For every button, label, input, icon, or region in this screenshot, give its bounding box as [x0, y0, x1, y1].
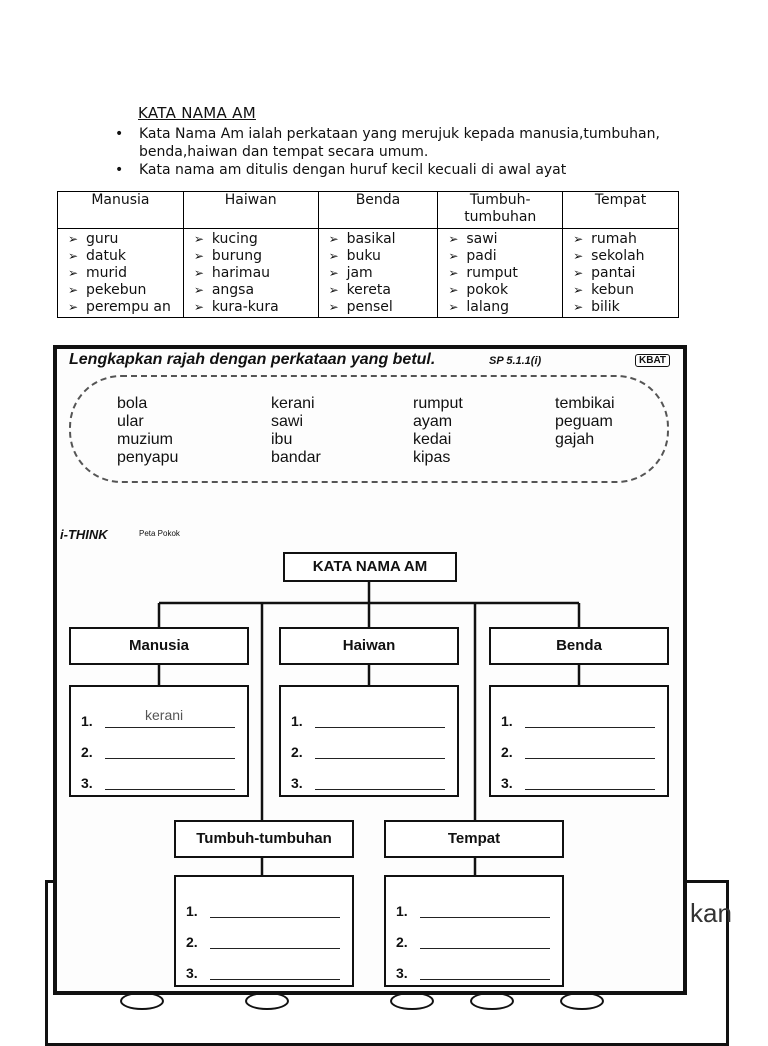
line-number: 2. — [81, 744, 93, 760]
table-list-item: ➢ bilik — [569, 299, 676, 316]
word-bank-item: kedai — [413, 431, 452, 448]
table-cell — [318, 229, 438, 318]
table-list-item: ➢ kucing — [190, 231, 316, 248]
root-node: KATA NAMA AM — [283, 552, 457, 582]
page-title: KATA NAMA AM — [138, 104, 256, 122]
answer-blank[interactable] — [210, 948, 340, 949]
word-bank-item: ular — [117, 413, 144, 430]
table-header-cell: Haiwan — [183, 192, 318, 229]
table-list-item: ➢ rumah — [569, 231, 676, 248]
ithink-logo: i-THINK — [60, 527, 108, 542]
table-list-item: ➢ pokok — [444, 282, 560, 299]
table-list-item: ➢ lalang — [444, 299, 560, 316]
line-number: 1. — [501, 713, 513, 729]
answer-blank[interactable] — [420, 917, 550, 918]
table-cell — [563, 229, 679, 318]
table-header-row — [58, 192, 679, 229]
answer-box — [489, 685, 669, 797]
word-bank-item: ayam — [413, 413, 453, 430]
line-number: 3. — [291, 775, 303, 791]
table-list-item: ➢ basikal — [325, 231, 436, 248]
table-list-item: ➢ jam — [325, 265, 436, 282]
table-list-item: ➢ sawi — [444, 231, 560, 248]
table-list-item: ➢ datuk — [64, 248, 181, 265]
answer-blank[interactable] — [105, 758, 235, 759]
table-cell — [438, 229, 563, 318]
worksheet — [53, 345, 687, 995]
definition-item: • Kata Nama Am ialah perkataan yang merujuk kepada manusia,tumbuhan, benda,haiwan dan tempat secara umum. — [115, 125, 675, 161]
definition-item: • Kata nama am ditulis dengan huruf kecil kecuali di awal ayat — [115, 161, 675, 179]
answer-blank[interactable] — [315, 758, 445, 759]
handwritten-answer: kerani — [145, 707, 184, 723]
table-list-item: ➢ angsa — [190, 282, 316, 299]
table-row — [58, 229, 679, 318]
table-header-cell: Benda — [318, 192, 438, 229]
answer-blank[interactable] — [315, 727, 445, 728]
word-bank-item: penyapu — [117, 449, 179, 466]
table-list-item: ➢ sekolah — [569, 248, 676, 265]
category-node: Manusia — [69, 627, 249, 665]
worksheet-instruction: Lengkapkan rajah dengan perkataan yang betul. — [69, 351, 436, 368]
tree-connectors — [57, 349, 683, 991]
answer-box — [384, 875, 564, 987]
table-list-item: ➢ padi — [444, 248, 560, 265]
answer-blank[interactable] — [210, 979, 340, 980]
word-bank-item: kipas — [413, 449, 451, 466]
table-list-item: ➢ rumput — [444, 265, 560, 282]
category-node: Haiwan — [279, 627, 459, 665]
table-header-cell: Tempat — [563, 192, 679, 229]
answer-blank[interactable] — [420, 948, 550, 949]
line-number: 1. — [186, 903, 198, 919]
answer-box — [69, 685, 249, 797]
sp-code: SP 5.1.1(i) — [489, 355, 542, 367]
word-bank-item: sawi — [271, 413, 304, 430]
category-node: Tempat — [384, 820, 564, 858]
answer-blank[interactable] — [105, 727, 235, 728]
answer-blank[interactable] — [525, 727, 655, 728]
table-list-item: ➢ guru — [64, 231, 181, 248]
answer-blank[interactable] — [525, 758, 655, 759]
word-bank-item: kerani — [271, 395, 315, 412]
word-bank-item: rumput — [413, 395, 463, 412]
table-list-item: ➢ murid — [64, 265, 181, 282]
table-header-cell: Manusia — [58, 192, 184, 229]
line-number: 2. — [501, 744, 513, 760]
noun-category-table — [57, 191, 679, 318]
table-list-item: ➢ pensel — [325, 299, 436, 316]
answer-box — [174, 875, 354, 987]
word-bank-item: gajah — [555, 431, 595, 448]
table-list-item: ➢ kebun — [569, 282, 676, 299]
line-number: 2. — [186, 934, 198, 950]
line-number: 3. — [501, 775, 513, 791]
line-number: 2. — [396, 934, 408, 950]
line-number: 2. — [291, 744, 303, 760]
table-list-item: ➢ kereta — [325, 282, 436, 299]
table-list-item: ➢ perempu an — [64, 299, 181, 316]
definition-list — [115, 125, 675, 179]
category-node: Tumbuh-tumbuhan — [174, 820, 354, 858]
word-bank-item: peguam — [555, 413, 613, 430]
line-number: 3. — [186, 965, 198, 981]
answer-blank[interactable] — [315, 789, 445, 790]
line-number: 1. — [396, 903, 408, 919]
table-list-item: ➢ buku — [325, 248, 436, 265]
back-worksheet-text: kan — [690, 898, 732, 928]
answer-blank[interactable] — [420, 979, 550, 980]
table-list-item: ➢ pantai — [569, 265, 676, 282]
answer-box — [279, 685, 459, 797]
table-list-item: ➢ kura-kura — [190, 299, 316, 316]
table-list-item: ➢ burung — [190, 248, 316, 265]
table-cell — [183, 229, 318, 318]
word-bank-item: bola — [117, 395, 148, 412]
answer-blank[interactable] — [210, 917, 340, 918]
line-number: 1. — [291, 713, 303, 729]
ithink-map-type: Peta Pokok — [139, 529, 180, 538]
answer-blank[interactable] — [525, 789, 655, 790]
table-header-cell: Tumbuh- tumbuhan — [438, 192, 563, 229]
table-list-item: ➢ pekebun — [64, 282, 181, 299]
word-bank-item: muzium — [117, 431, 174, 448]
word-bank-item: tembikai — [555, 395, 615, 412]
table-cell — [58, 229, 184, 318]
line-number: 3. — [396, 965, 408, 981]
line-number: 3. — [81, 775, 93, 791]
answer-blank[interactable] — [105, 789, 235, 790]
line-number: 1. — [81, 713, 93, 729]
word-bank-item: bandar — [271, 449, 321, 466]
kbat-badge: KBAT — [635, 354, 670, 367]
word-bank-item: ibu — [271, 431, 293, 448]
category-node: Benda — [489, 627, 669, 665]
table-list-item: ➢ harimau — [190, 265, 316, 282]
